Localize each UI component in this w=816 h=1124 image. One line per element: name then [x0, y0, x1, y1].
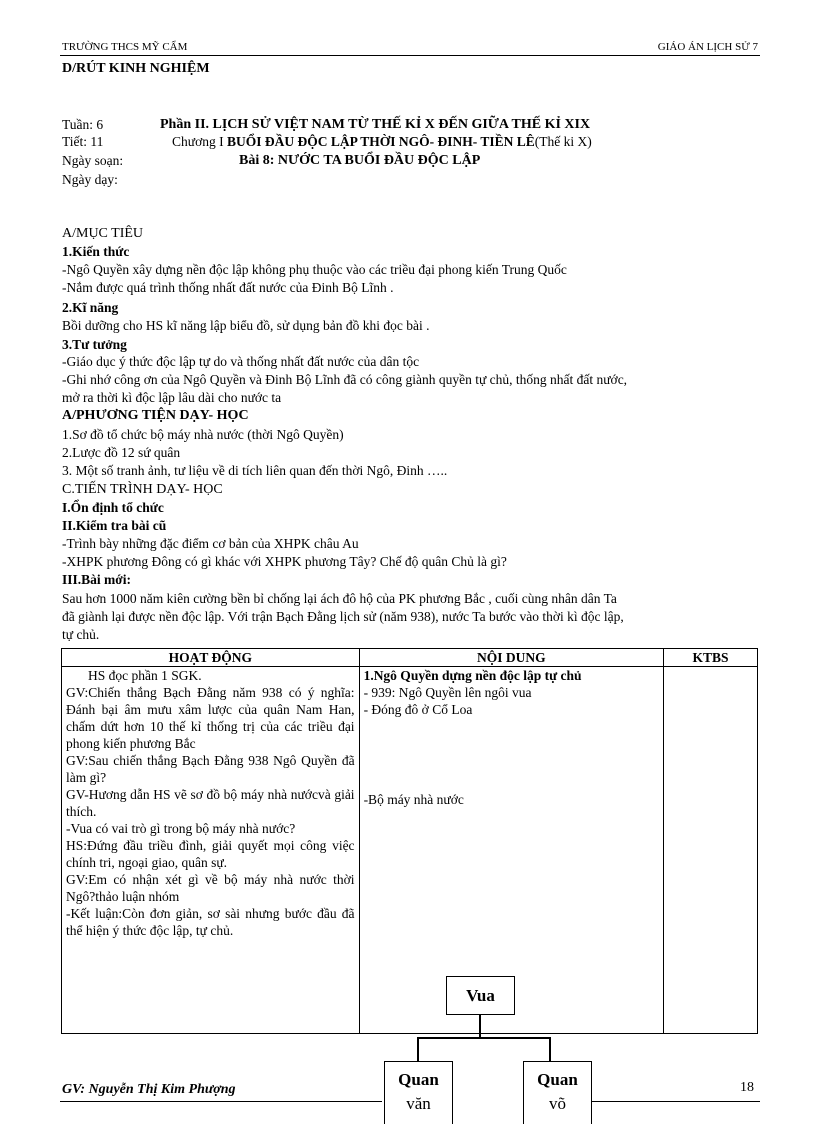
content-heading: 1.Ngô Quyền dựng nền độc lập tự chủ [363, 668, 582, 683]
teacher-name: GV: Nguyễn Thị Kim Phượng [62, 1082, 236, 1097]
activity-cell [62, 667, 360, 1034]
period-label: Tiết: 11 [62, 134, 104, 149]
civil-label-1: Quan [398, 1070, 439, 1089]
org-heading: I.Ổn định tổ chức [62, 500, 164, 515]
chapter-prefix: Chương I [172, 134, 227, 149]
activity-line: HS:Đứng đầu triều đình, giải quyết mọi công việc chính tri, ngoại giao, quân sự. [66, 838, 355, 870]
activity-line: GV:Sau chiến thắng Bạch Đằng 938 Ngô Quyền đã làm gì? [66, 753, 355, 785]
section-d-heading: D/RÚT KINH NGHIỆM [62, 61, 210, 76]
civil-label-2: văn [406, 1094, 431, 1113]
attitude-heading: 3.Tư tưởng [62, 337, 127, 352]
activity-line: HS đọc phần 1 SGK. [88, 668, 202, 683]
content-item: - 939: Ngô Quyền lên ngôi vua [363, 685, 532, 700]
activity-line: GV:Chiến thắng Bạch Đằng năm 938 có ý nghĩa: Đánh bại âm mưu xâm lược của quân Nam Han, chấm dứt hơn 10 thế kỉ thống trị của các triều đại phong kiến phương Bắc [66, 685, 355, 751]
knowledge-item: -Nắm được quá trình thống nhất đất nước của Đinh Bộ Lĩnh . [62, 280, 394, 295]
header-ktbs: KTBS [664, 649, 758, 667]
content-item: -Bộ máy nhà nước [363, 792, 464, 807]
materials-item: 1.Sơ đồ tổ chức bộ máy nhà nước (thời Ngô Quyền) [62, 427, 344, 442]
header-activity: HOẠT ĐỘNG [62, 649, 360, 667]
chapter-title [172, 133, 592, 150]
content-item: - Đóng đô ở Cổ Loa [363, 702, 473, 717]
knowledge-item: -Ngô Quyền xây dựng nền độc lập không phụ thuộc vào các triều đại phong kiến Trung Quốc [62, 262, 567, 277]
intro-line: đã giành lại được nền độc lập. Với trận Bạch Đằng lịch sử (năm 938), nước Ta bước vào thời kì độc lập, [62, 609, 624, 624]
school-name: TRƯỜNG THCS MỸ CẨM [62, 41, 188, 53]
connector-vertical [479, 1014, 481, 1038]
header-rule [60, 55, 760, 56]
lesson-table [61, 648, 758, 1034]
teach-date-label: Ngày dạy: [62, 172, 118, 187]
check-item: -Trình bày những đặc điểm cơ bản của XHPK châu Au [62, 536, 359, 551]
activity-line: GV:Em có nhận xét gì về bộ máy nhà nước thời Ngô?thảo luận nhóm [66, 872, 355, 904]
connector-right [549, 1037, 551, 1061]
page-number: 18 [740, 1080, 754, 1095]
diagram-box-civil-official [384, 1061, 453, 1124]
materials-item: 2.Lược đồ 12 sứ quân [62, 445, 181, 460]
check-heading: II.Kiểm tra bài cũ [62, 518, 167, 533]
header-content: NỘI DUNG [359, 649, 664, 667]
skills-item: Bồi dưỡng cho HS kĩ năng lập biểu đồ, sử dụng bản đồ khi đọc bài . [62, 318, 430, 333]
materials-item: 3. Một số tranh ảnh, tư liệu về di tích liên quan đến thời Ngô, Đinh ….. [62, 463, 448, 478]
new-lesson-heading: III.Bài mới: [62, 572, 131, 587]
connector-horizontal [417, 1037, 550, 1039]
intro-line: tự chủ. [62, 627, 100, 642]
activity-line: -Vua có vai trò gì trong bộ máy nhà nước? [66, 821, 296, 836]
diagram-box-king: Vua [446, 976, 515, 1015]
process-heading: C.TIẾN TRÌNH DẠY- HỌC [62, 482, 223, 497]
part-title: Phần II. LỊCH SỬ VIỆT NAM TỪ THẾ KỈ X ĐẾN GIỮA THẾ KỈ XIX [160, 117, 591, 132]
lesson-title: Bài 8: NƯỚC TA BUỔI ĐẦU ĐỘC LẬP [239, 153, 481, 168]
chapter-suffix: (Thế ki X) [534, 134, 592, 149]
attitude-item: -Ghi nhớ công ơn của Ngô Quyền và Đinh Bộ Lĩnh đã có công giành quyền tự chủ, thống nhất đất nước, [62, 372, 628, 387]
attitude-item: mở ra thời kì độc lập lâu dài cho nước ta [62, 390, 282, 405]
materials-heading: A/PHƯƠNG TIỆN DẠY- HỌC [62, 408, 249, 423]
ktbs-cell [664, 667, 758, 1034]
check-item: -XHPK phương Đông có gì khác với XHPK phương Tây? Chế độ quân Chủ là gì? [62, 554, 507, 569]
military-label-2: võ [549, 1094, 566, 1113]
footer-rule-left [60, 1101, 382, 1102]
military-label-1: Quan [537, 1070, 578, 1089]
attitude-item: -Giáo dục ý thức độc lập tự do và thống nhất đất nước của dân tộc [62, 354, 420, 369]
activity-line: GV-Hương dẫn HS vẽ sơ đồ bộ máy nhà nướcvà giải thích. [66, 787, 355, 819]
diagram-box-military-official [523, 1061, 592, 1124]
objectives-heading: A/MỤC TIÊU [62, 226, 144, 241]
activity-line: -Kết luận:Còn đơn giản, sơ sài nhưng bước đầu đã thể hiện ý thức độc lập, tự chủ. [66, 906, 355, 938]
prep-date-label: Ngày soạn: [62, 153, 124, 168]
skills-heading: 2.Kĩ năng [62, 300, 119, 315]
week-label: Tuần: 6 [62, 117, 104, 132]
intro-line: Sau hơn 1000 năm kiên cường bền bỉ chống lại ách đô hộ của PK phương Bắc , cuối cùng nhân dân Ta [62, 591, 617, 606]
doc-title: GIÁO ÁN LỊCH SỬ 7 [657, 41, 758, 53]
chapter-name: BUỔI ĐẦU ĐỘC LẬP THỜI NGÔ- ĐINH- TIỀN LÊ [226, 134, 535, 149]
knowledge-heading: 1.Kiến thức [62, 244, 130, 259]
connector-left [417, 1037, 419, 1061]
footer-rule-right [592, 1101, 760, 1102]
